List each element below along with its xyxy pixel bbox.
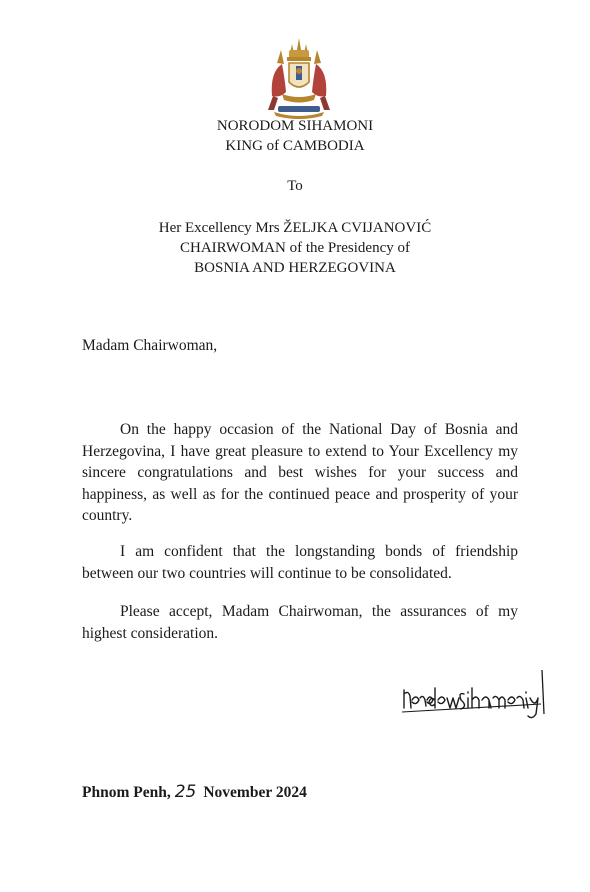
recipient-line-2: CHAIRWOMAN of the Presidency of bbox=[180, 240, 410, 256]
handwritten-signature bbox=[398, 664, 548, 722]
salutation: Madam Chairwoman, bbox=[82, 337, 218, 354]
body-paragraph-2 bbox=[82, 541, 518, 584]
date-day: 25 bbox=[174, 782, 197, 802]
sender-name: NORODOM SIHAMONI bbox=[216, 118, 374, 134]
paragraph-text: On the happy occasion of the National Day of Bosnia and Herzegovina, I have great pleasure to extend to Your Excellency my sincere congratulations and best wishes for your success and happiness, as well as for the continued peace and prosperity of your country. bbox=[82, 421, 518, 524]
body-paragraph-1 bbox=[82, 419, 518, 527]
body-paragraph-3 bbox=[82, 601, 518, 644]
dateline bbox=[82, 782, 307, 802]
sender-title: KING of CAMBODIA bbox=[225, 138, 365, 154]
date-month-year: November 2024 bbox=[203, 784, 307, 801]
recipient-line-3: BOSNIA AND HERZEGOVINA bbox=[194, 260, 396, 276]
royal-coat-of-arms-icon bbox=[262, 36, 336, 120]
to-label: To bbox=[287, 178, 303, 194]
date-place: Phnom Penh, bbox=[82, 784, 171, 801]
paragraph-text: I am confident that the longstanding bonds of friendship between our two countries will continue to be consolidated. bbox=[82, 543, 518, 582]
paragraph-text: Please accept, Madam Chairwoman, the assurances of my highest consideration. bbox=[82, 603, 518, 642]
recipient-line-1: Her Excellency Mrs ŽELJKA CVIJANOVIĆ bbox=[158, 220, 432, 236]
